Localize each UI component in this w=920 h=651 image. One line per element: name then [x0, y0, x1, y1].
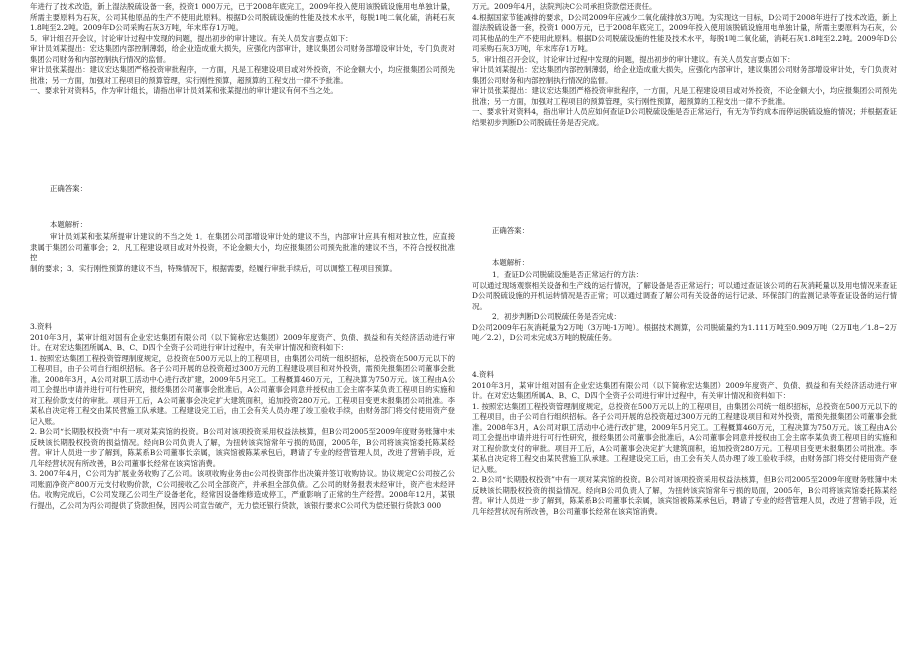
paragraph: 审计员张某提出：建议宏达集团严格投资审批程序，一方面，凡是工程建设项目或对外投资，不论金额大小，均应报集团公司预先批准；另一方面，加强对工程项目的预算管理，实行刚性预算，超预算的工程支出一律不予批准。: [30, 65, 455, 85]
paragraph: 审计员张某提出：建议宏达集团严格投资审批程序，一方面，凡是工程建设项目或对外投资，不论金额大小，均应报集团公司预先批准；另一方面，加强对工程项目的预算管理，实行刚性预算，超预算的工程支出一律不予批准。: [472, 86, 897, 106]
paragraph: 审计员刘某提出：宏达集团内部控制薄弱，给企业造成重大损失，应强化内部审计，建议集团公司财务部增设审计处，专门负责对集团公司财务和内部控制执行情况的监督。: [472, 65, 897, 85]
right-question-block: [472, 2, 897, 128]
analysis-label: 本题解析：: [50, 220, 87, 229]
paragraph: 5．审计组召开会议，讨论审计过程中发现的问题，提出初步的审计建议。有关人员发言要点如下：: [472, 54, 795, 64]
paragraph: 4.根据国家节能减排的要求，D公司2009年应减少二氧化硫排放3万吨。为实现这一目标，D公司于2008年进行了技术改造，新上湿法脱硫设备一套，投资1 000万元，已于2008年底完工，2009年投入使用该脱硫设施用电单独计量，所需主要原料为石灰，公司其他品的生产不使用此原料。根据D公司脱硫设施的性能及技术水平，每脱1吨二氧化硫，消耗石灰1.8吨至2.2吨。2009年D公司采购石灰3万吨，年末库存1万吨。: [472, 12, 897, 53]
paragraph: 2. B公司“长期股权投资”中有一项对某宾馆的投资。B公司对该项投资采用权益法核算，但B公司2005至2009年度财务账簿中未反映该长期股权投资的损益情况。经向B公司负责人了解，为扭转该宾馆常年亏损的局面，2005年，B公司将该宾馆委托陈某经营。审计人员进一步了解到，陈某系B公司董事长亲属，该宾馆被陈某承包后，聘请了专业的经营管理人员，改进了营销手段，近几年经营状况有所改善，B公司董事长经常在该宾馆消费。: [30, 427, 455, 468]
paragraph: 5．审计组召开会议，讨论审计过程中发现的问题，提出初步的审计建议。有关人员发言要点如下：: [30, 33, 353, 43]
paragraph: 万元。2009年4月，法院判决C公司承担贷款偿还责任。: [472, 2, 657, 11]
paragraph: 1．查证D公司脱硫设施是否正常运行的方法：: [492, 270, 644, 279]
left-analysis: [30, 232, 455, 274]
paragraph: 审计员刘某和张某所提审计建议的不当之处 1．在集团公司部增设审计处的建议不当，内部审计应具有相对独立性，应直接隶属于集团公司董事会；2．凡工程建设项目或对外投资，不论金额大小，均应报集团公司预先批准的建议不当，不符合授权批准控: [30, 232, 455, 262]
paragraph: 1. 按照宏达集团工程投资管理制度规定，总投资在500万元以上的工程项目，由集团公司统一组织招标，总投资在500万元以下的工程项目，由子公司自行组织招标。各子公司开展的总投资超过300万元的工程建设项目和对外投资，需预先报集团公司董事会批准。2008年3月，A公司对职工活动中心进行改扩建，2009年5月完工。工程概算460万元，工程决算为750万元。该工程由A公司工会提出申请并进行可行性研究，报经集团公司董事会批准后，A公司董事会同意并授权由工会主席李某负责工程项目的实施和对工程价款支付的审批。项目开工后，A公司董事会决定扩大建筑面积，追加投资280万元。工程项目变更未报集团公司批准。李某私自决定将工程交由某民营施工队承建。工程建设完工后，由工会有关人员办理了竣工验收手续，由财务部门将交付使用资产登记入账。: [30, 353, 455, 426]
paragraph: 2. B公司“长期股权投资”中有一项对某宾馆的投资。B公司对该项投资采用权益法核算，但B公司2005至2009年度财务账簿中未反映该长期股权投资的损益情况。经向B公司负责人了解，为扭转该宾馆常年亏损的局面，2005年，B公司将该宾馆委托陈某经营。审计人员进一步了解到，陈某系B公司董事长亲属，该宾馆被陈某承包后，聘请了专业的经营管理人员，改进了营销手段，近几年经营状况有所改善，B公司董事长经常在该宾馆消费。: [472, 475, 897, 516]
section-heading: 3.资料: [30, 322, 52, 331]
analysis-label: 本题解析：: [492, 258, 529, 267]
right-analysis: [472, 270, 897, 344]
left-material: [30, 322, 455, 511]
paragraph: 可以通过现场观察相关设备和生产线的运行情况，了解设备是否正常运行；可以通过查证该公司的石灰消耗量以及用电情况来查证D公司脱硫设施的开机运转情况是否正常；可以通过调查了解公司有关设备的运行记录、环保部门的监测记录等查证设备的运行情况。: [472, 280, 897, 311]
paragraph: 1. 按照宏达集团工程投资管理制度规定，总投资在500万元以上的工程项目，由集团公司统一组织招标，总投资在500万元以下的工程项目，由子公司自行组织招标。各子公司开展的总投资超过300万元的工程建设项目和对外投资，需预先报集团公司董事会批准。2008年3月，A公司对职工活动中心进行改扩建，2009年5月完工。工程概算460万元，工程决算为750万元。该工程由A公司工会提出申请并进行可行性研究，报经集团公司董事会批准后，A公司董事会同意并授权由工会主席李某负责工程项目的实施和对工程价款支付的审批。项目开工后，A公司董事会决定扩大建筑面积，追加投资280万元。工程项目变更未报集团公司批准。李某私自决定将工程交由某民营施工队承建。工程建设完工后，由工会有关人员办理了竣工验收手续，由财务部门将交付使用资产登记入账。: [472, 401, 897, 474]
paragraph: D公司2009年石灰消耗量为2万吨（3万吨-1万吨）。根据技术测算，公司脱硫量约为1.111万吨至0.909万吨（2万Ⅱ电／1.8~2万吨／2.2），D公司未完成3万吨的脱硫任务。: [472, 322, 897, 342]
paragraph: 年进行了技术改造，新上湿法脱硫设备一套，投资1 000万元，已于2008年底完工，2009年投入使用该脱硫设施用电单独计量，所需主要原料为石灰，公司其他原品的生产不使用此原料。根据D公司脱硫设施的性能及技术水平，每脱1吨二氧化硫，消耗石灰1.8吨至2.2吨。2009年D公司采购石灰3万吨，年末库存1万吨。: [30, 2, 455, 32]
answer-label: 正确答案：: [50, 184, 87, 193]
left-question-block: [30, 2, 455, 97]
right-material: [472, 370, 897, 517]
paragraph: 2．初步判断D公司脱硫任务是否完成：: [492, 312, 621, 321]
paragraph: 2010年3月，某审计组对国有企业宏达集团有限公司（以下简称宏达集团）2009年度资产、负债、损益和有关经济活动进行审计。在对宏达集团所属A、B、C、D四个全资子公司进行审计过程中，有关审计情况和资料如下：: [30, 332, 455, 352]
paragraph: 制的要求；3．实行刚性预算的建议不当，特殊情况下，根据需要，经履行审批手续后，可以调整工程项目预算。: [30, 263, 397, 273]
paragraph: 2010年3月，某审计组对国有企业宏达集团有限公司（以下简称宏达集团）2009年度资产、负债、损益和有关经济活动进行审计。在对宏达集团所属A、B、C、D四个全资子公司进行审计过程中，有关审计情况和资料如下：: [472, 380, 897, 400]
paragraph: 3. 2007年4月，C公司为扩展业务收购了乙公司。该项收购业务由c公司投资部作出决策并签订收购协议。协议规定C公司按乙公司账面净资产800万元支付收购价款，C公司接收乙公司全部资产，并承担全部负债。乙公司的财务报表未经审计，资产也未经评估。收购完成后，C公司发现乙公司生产设备老化，经常因设备维修造成停工，严重影响了正常的生产经营。2008年12月，某银行提出，乙公司为丙公司提供了贷款担保，因丙公司宣告破产，无力偿还银行贷款，该银行要求C公司代为偿还银行贷款3 000: [30, 469, 455, 510]
section-heading: 4.资料: [472, 370, 494, 379]
answer-label: 正确答案：: [492, 226, 529, 235]
question: 一、要求针对资料5，作为审计组长，请指出审计员刘某和张某提出的审计建议有何不当之处。: [30, 86, 338, 95]
question: 一、要求针对资料4，指出审计人员应如何查证D公司脱硫设施是否正常运行，有无为节约成本而停运脱硫设施的情况；并根据查证结果初步判断D公司脱硫任务是否完成。: [472, 107, 897, 127]
paragraph: 审计员刘某提出：宏达集团内部控制薄弱，给企业造成重大损失，应强化内部审计，建议集团公司财务部增设审计处，专门负责对集团公司财务和内部控制执行情况的监督。: [30, 44, 455, 64]
